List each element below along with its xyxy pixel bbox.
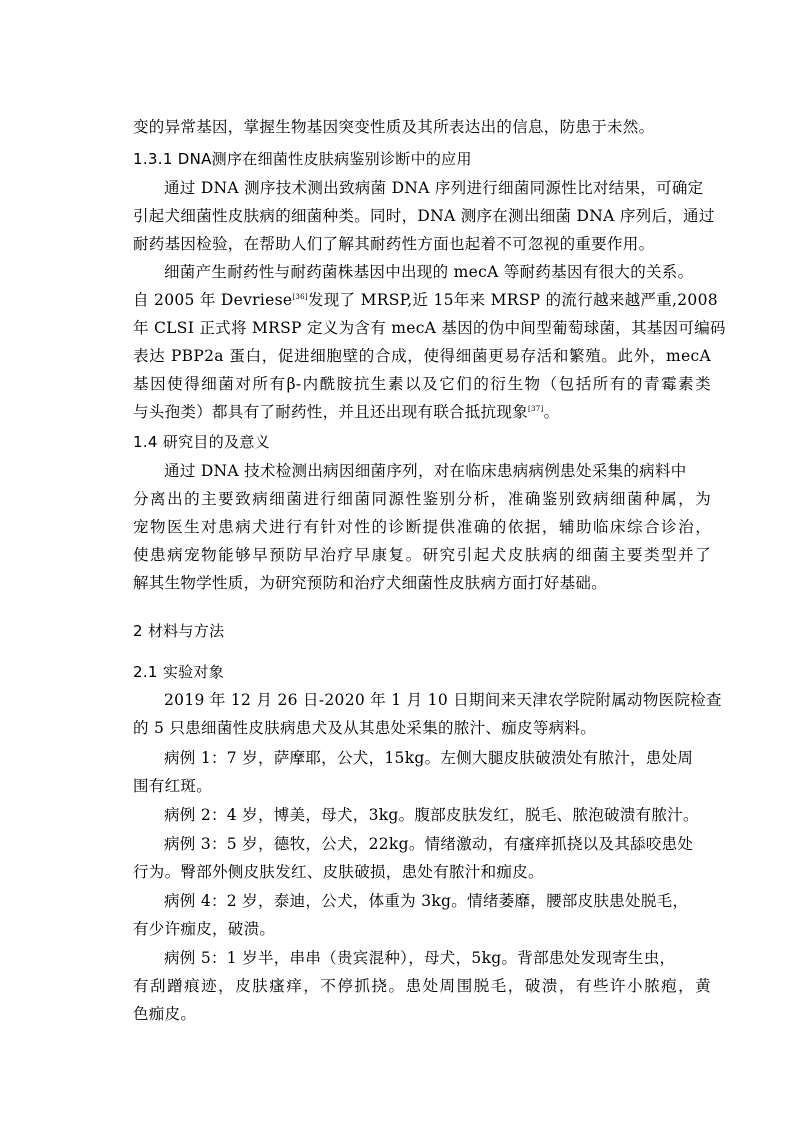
paragraph-line: 引起犬细菌性皮肤病的细菌种类。同时，DNA 测序在测出细菌 DNA 序列后，通过 — [133, 207, 715, 225]
paragraph-line: 2019 年 12 月 26 日-2020 年 1 月 10 日期间来天津农学院附属动物医院检查 — [164, 691, 722, 709]
section-heading-1-3-1: 1.3.1 DNA测序在细菌性皮肤病鉴别诊断中的应用 — [133, 150, 472, 168]
paragraph-line: 耐药基因检验，在帮助人们了解其耐药性方面也起着不可忽视的重要作用。 — [133, 235, 655, 253]
paragraph-line: 解其生物学性质，为研究预防和治疗犬细菌性皮肤病方面打好基础。 — [133, 574, 608, 592]
paragraph-line: 的 5 只患细菌性皮肤病患犬及从其患处采集的脓汁、痂皮等病料。 — [133, 719, 597, 737]
paragraph-line: 细菌产生耐药性与耐药菌株基因中出现的 mecA 等耐药基因有很大的关系。 — [164, 263, 694, 281]
paragraph-line: 变的异常基因，掌握生物基因突变性质及其所表达出的信息，防患于未然。 — [133, 118, 655, 136]
case-line: 病例 2：4 岁，博美，母犬，3kg。腹部皮肤发红，脱毛、脓泡破溃有脓汁。 — [164, 806, 699, 824]
section-heading-2: 2 材料与方法 — [133, 622, 225, 640]
text-span: 。 — [543, 403, 560, 421]
text-span: 自 2005 年 Devriese — [133, 291, 293, 309]
paragraph-line — [133, 401, 559, 423]
paragraph-line: 使患病宠物能够早预防早治疗早康复。研究引起犬皮肤病的细菌主要类型并了 — [133, 546, 711, 564]
section-heading-2-1: 2.1 实验对象 — [133, 663, 225, 681]
paragraph-line: 分离出的主要致病细菌进行细菌同源性鉴别分析，准确鉴别致病细菌种属，为 — [133, 490, 711, 508]
case-line: 有刮蹭痕迹，皮肤瘙痒，不停抓挠。患处周围脱毛，破溃，有些许小脓疱，黄 — [133, 977, 711, 995]
case-line: 围有红斑。 — [133, 777, 213, 795]
citation-ref: [36] — [292, 293, 308, 301]
paragraph-line: 通过 DNA 测序技术测出致病菌 DNA 序列进行细菌同源性比对结果，可确定 — [164, 179, 704, 197]
paragraph-line: 表达 PBP2a 蛋白，促进细胞壁的合成，使得细菌更易存活和繁殖。此外，mecA — [133, 347, 711, 365]
case-line: 色痂皮。 — [133, 1005, 197, 1023]
paragraph-line: 宠物医生对患病犬进行有针对性的诊断提供准确的依据，辅助临床综合诊治， — [133, 518, 711, 536]
case-line: 行为。臀部外侧皮肤发红、皮肤破损，患处有脓汁和痂皮。 — [133, 863, 544, 881]
text-span: 发现了 MRSP,近 15年来 MRSP 的流行越来越严重,2008 — [307, 291, 718, 309]
case-line: 病例 3：5 岁，德牧，公犬，22kg。情绪激动，有瘙痒抓挠以及其舔咬患处 — [164, 835, 694, 853]
case-line: 有少许痂皮，破溃。 — [133, 920, 276, 938]
citation-ref: [37] — [528, 405, 544, 413]
paragraph-line — [133, 289, 718, 311]
paragraph-line: 基因使得细菌对所有β-内酰胺抗生素以及它们的衍生物（包括所有的青霉素类 — [133, 375, 711, 393]
paragraph-line: 年 CLSI 正式将 MRSP 定义为含有 mecA 基因的伪中间型葡萄球菌，其基因可编码 — [133, 319, 726, 337]
case-line: 病例 1：7 岁，萨摩耶，公犬，15kg。左侧大腿皮肤破溃处有脓汁，患处周 — [164, 749, 694, 767]
text-span: 与头孢类）都具有了耐药性，并且还出现有联合抵抗现象 — [133, 403, 529, 421]
case-line: 病例 5：1 岁半，串串（贵宾混种），母犬，5kg。背部患处发现寄生虫， — [164, 949, 676, 967]
paragraph-line: 通过 DNA 技术检测出病因细菌序列，对在临床患病病例患处采集的病料中 — [164, 462, 687, 480]
section-heading-1-4: 1.4 研究目的及意义 — [133, 433, 270, 451]
case-line: 病例 4：2 岁，泰迪，公犬，体重为 3kg。情绪萎靡，腰部皮肤患处脱毛， — [164, 892, 689, 910]
